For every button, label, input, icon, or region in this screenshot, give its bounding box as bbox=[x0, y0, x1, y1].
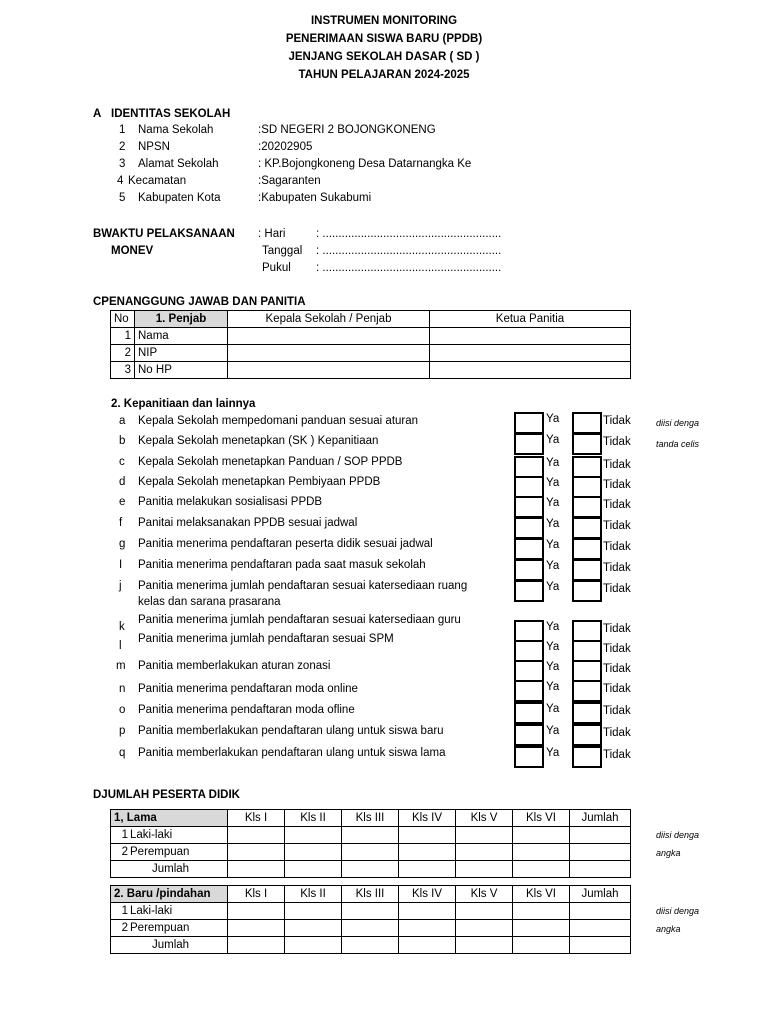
col-header: Kls I bbox=[228, 810, 285, 827]
row-no: 2 bbox=[111, 345, 135, 362]
item-text: Panitia menerima jumlah pendaftaran sesuai SPM bbox=[138, 633, 394, 645]
ya-label: Ya bbox=[546, 747, 560, 759]
item-text: Panitai melaksanakan PPDB sesuai jadwal bbox=[138, 517, 358, 529]
tidak-label: Tidak bbox=[603, 727, 631, 739]
item-text: Panitia menerima pendaftaran peserta didik sesuai jadwal bbox=[138, 538, 433, 550]
ya-checkbox[interactable] bbox=[514, 746, 544, 768]
peserta-table bbox=[110, 809, 631, 878]
cell-input[interactable] bbox=[570, 937, 631, 954]
row-label: Nama bbox=[135, 328, 228, 345]
cell-input[interactable] bbox=[228, 827, 285, 844]
cell-input[interactable] bbox=[513, 844, 570, 861]
kepanitiaan-note-2: tanda celis bbox=[656, 439, 700, 449]
cell-input[interactable] bbox=[570, 844, 631, 861]
cell-input[interactable] bbox=[228, 328, 430, 345]
identity-no: 2 bbox=[119, 141, 126, 153]
section-d-title: DJUMLAH PESERTA DIDIK bbox=[93, 789, 240, 801]
col-header: Jumlah bbox=[570, 810, 631, 827]
col-header: Kls VI bbox=[513, 810, 570, 827]
tidak-label: Tidak bbox=[603, 562, 631, 574]
item-text: Kepala Sekolah mempedomani panduan sesuai aturan bbox=[138, 415, 419, 427]
ya-label: Ya bbox=[546, 581, 560, 593]
item-text: Panitia menerima pendaftaran pada saat masuk sekolah bbox=[138, 559, 426, 571]
identity-no: 5 bbox=[119, 192, 126, 204]
cell-input[interactable] bbox=[456, 861, 513, 878]
tidak-checkbox[interactable] bbox=[572, 702, 602, 724]
item-key: a bbox=[119, 415, 126, 427]
doc-title-line-2: PENERIMAAN SISWA BARU (PPDB) bbox=[285, 33, 483, 45]
col-header: Kls V bbox=[456, 886, 513, 903]
item-text: Panitia melakukan sosialisasi PPDB bbox=[138, 496, 323, 508]
tanggal-field[interactable]: : ........................................................ bbox=[316, 245, 502, 257]
cell-input[interactable] bbox=[342, 920, 399, 937]
kepanitiaan-note-1: diisi denga bbox=[656, 418, 700, 428]
tidak-label: Tidak bbox=[603, 520, 631, 532]
tidak-checkbox[interactable] bbox=[572, 580, 602, 602]
col-header-penjab: 1. Penjab bbox=[135, 311, 228, 328]
cell-input[interactable] bbox=[285, 827, 342, 844]
cell-input[interactable] bbox=[456, 827, 513, 844]
item-key: q bbox=[119, 747, 126, 759]
row-label: Jumlah bbox=[152, 939, 190, 951]
identity-value: :SD NEGERI 2 BOJONGKONENG bbox=[258, 124, 436, 136]
row-no: 1 bbox=[121, 905, 128, 917]
table-heading: 1, Lama bbox=[111, 810, 228, 827]
ya-label: Ya bbox=[546, 518, 560, 530]
item-key: o bbox=[119, 704, 126, 716]
item-key: j bbox=[119, 580, 122, 592]
ya-label: Ya bbox=[546, 477, 560, 489]
ya-label: Ya bbox=[546, 703, 560, 715]
tidak-label: Tidak bbox=[603, 479, 631, 491]
tidak-checkbox[interactable] bbox=[572, 680, 602, 702]
cell-input[interactable] bbox=[430, 328, 631, 345]
cell-input[interactable] bbox=[456, 903, 513, 920]
item-key: n bbox=[119, 683, 126, 695]
ya-checkbox[interactable] bbox=[514, 640, 544, 662]
cell-input[interactable] bbox=[430, 362, 631, 379]
section-d-note-1: diisi denga bbox=[656, 830, 700, 840]
pukul-label: Pukul bbox=[262, 262, 291, 274]
cell-input[interactable] bbox=[228, 844, 285, 861]
item-text-cont: kelas dan sarana prasarana bbox=[138, 596, 281, 608]
ya-checkbox[interactable] bbox=[514, 412, 544, 434]
tidak-checkbox[interactable] bbox=[572, 496, 602, 518]
col-header: Jumlah bbox=[570, 886, 631, 903]
ya-checkbox[interactable] bbox=[514, 476, 544, 498]
tidak-checkbox[interactable] bbox=[572, 559, 602, 581]
col-header-ketua-panitia: Ketua Panitia bbox=[430, 311, 631, 328]
item-text: Kepala Sekolah menetapkan Panduan / SOP PPDB bbox=[138, 456, 403, 468]
row-label: Laki-laki bbox=[130, 905, 173, 917]
ya-checkbox[interactable] bbox=[514, 702, 544, 724]
row-label: Laki-laki bbox=[130, 829, 173, 841]
row-label-cell bbox=[111, 861, 228, 878]
ya-checkbox[interactable] bbox=[514, 496, 544, 518]
tidak-label: Tidak bbox=[603, 499, 631, 511]
cell-input[interactable] bbox=[456, 937, 513, 954]
row-label-cell bbox=[111, 827, 228, 844]
row-label: Perempuan bbox=[130, 846, 190, 858]
tidak-label: Tidak bbox=[603, 541, 631, 553]
cell-input[interactable] bbox=[342, 827, 399, 844]
row-no: 1 bbox=[121, 829, 128, 841]
item-text: Panitia menerima pendaftaran moda online bbox=[138, 683, 358, 695]
cell-input[interactable] bbox=[570, 827, 631, 844]
tidak-label: Tidak bbox=[603, 683, 631, 695]
ya-label: Ya bbox=[546, 457, 560, 469]
ya-checkbox[interactable] bbox=[514, 620, 544, 642]
col-header: Kls III bbox=[342, 810, 399, 827]
cell-input[interactable] bbox=[342, 903, 399, 920]
cell-input[interactable] bbox=[228, 920, 285, 937]
row-label-cell bbox=[111, 937, 228, 954]
identity-label: Alamat Sekolah bbox=[138, 158, 219, 170]
tidak-label: Tidak bbox=[603, 583, 631, 595]
section-c-title: CPENANGGUNG JAWAB DAN PANITIA bbox=[93, 296, 306, 308]
section-a-title: IDENTITAS SEKOLAH bbox=[111, 108, 231, 120]
cell-input[interactable] bbox=[399, 903, 456, 920]
col-header-kepala-sekolah: Kepala Sekolah / Penjab bbox=[228, 311, 430, 328]
tidak-label: Tidak bbox=[603, 705, 631, 717]
item-key: m bbox=[116, 660, 126, 672]
identity-label: Kecamatan bbox=[128, 175, 187, 187]
tidak-checkbox[interactable] bbox=[572, 476, 602, 498]
row-no: 2 bbox=[121, 922, 128, 934]
item-text: Panitia menerima pendaftaran moda ofline bbox=[138, 704, 355, 716]
tidak-label: Tidak bbox=[603, 749, 631, 761]
ya-checkbox[interactable] bbox=[514, 559, 544, 581]
cell-input[interactable] bbox=[399, 920, 456, 937]
ya-label: Ya bbox=[546, 621, 560, 633]
tidak-checkbox[interactable] bbox=[572, 456, 602, 478]
cell-input[interactable] bbox=[399, 844, 456, 861]
ya-checkbox[interactable] bbox=[514, 517, 544, 539]
item-key: d bbox=[119, 476, 126, 488]
identity-value: :20202905 bbox=[258, 141, 313, 153]
item-text: Panitia memberlakukan pendaftaran ulang untuk siswa lama bbox=[138, 747, 446, 759]
section-d-note-1: diisi denga bbox=[656, 906, 700, 916]
identity-value: : KP.Bojongkoneng Desa Datarnangka Ke bbox=[258, 158, 472, 170]
identity-value: :Kabupaten Sukabumi bbox=[258, 192, 372, 204]
ya-checkbox[interactable] bbox=[514, 538, 544, 560]
pukul-field[interactable]: : ........................................................ bbox=[316, 262, 502, 274]
item-key: p bbox=[119, 725, 126, 737]
tidak-checkbox[interactable] bbox=[572, 640, 602, 662]
cell-input[interactable] bbox=[228, 362, 430, 379]
tidak-label: Tidak bbox=[603, 663, 631, 675]
ya-label: Ya bbox=[546, 497, 560, 509]
tidak-label: Tidak bbox=[603, 623, 631, 635]
item-text: Panitia menerima jumlah pendaftaran sesuai katersediaan guru bbox=[138, 614, 461, 626]
cell-input[interactable] bbox=[342, 844, 399, 861]
doc-title-line-4: TAHUN PELAJARAN 2024-2025 bbox=[298, 69, 470, 81]
doc-title-line-3: JENJANG SEKOLAH DASAR ( SD ) bbox=[288, 51, 480, 63]
cell-input[interactable] bbox=[570, 903, 631, 920]
cell-input[interactable] bbox=[399, 861, 456, 878]
doc-title-line-1: INSTRUMEN MONITORING bbox=[310, 15, 458, 27]
col-header: Kls IV bbox=[399, 810, 456, 827]
section-d-note-2: angka bbox=[656, 924, 681, 934]
identity-label: NPSN bbox=[138, 141, 170, 153]
row-label-cell bbox=[111, 844, 228, 861]
ya-checkbox[interactable] bbox=[514, 433, 544, 455]
ya-label: Ya bbox=[546, 560, 560, 572]
item-text: Panitia memberlakukan aturan zonasi bbox=[138, 660, 331, 672]
cell-input[interactable] bbox=[228, 345, 430, 362]
col-header: Kls III bbox=[342, 886, 399, 903]
tidak-label: Tidak bbox=[603, 459, 631, 471]
tidak-checkbox[interactable] bbox=[572, 724, 602, 746]
table-heading: 2. Baru /pindahan bbox=[111, 886, 228, 903]
section-b-title: BWAKTU PELAKSANAAN bbox=[93, 228, 235, 240]
col-header: Kls II bbox=[285, 886, 342, 903]
section-b-subtitle: MONEV bbox=[111, 245, 154, 257]
row-label-cell bbox=[111, 920, 228, 937]
cell-input[interactable] bbox=[513, 937, 570, 954]
tidak-checkbox[interactable] bbox=[572, 412, 602, 434]
ya-checkbox[interactable] bbox=[514, 724, 544, 746]
tidak-label: Tidak bbox=[603, 415, 631, 427]
cell-input[interactable] bbox=[342, 937, 399, 954]
peserta-table bbox=[110, 885, 631, 954]
ya-checkbox[interactable] bbox=[514, 580, 544, 602]
identity-no: 1 bbox=[119, 124, 126, 136]
identity-label: Nama Sekolah bbox=[138, 124, 214, 136]
cell-input[interactable] bbox=[285, 903, 342, 920]
penjab-table bbox=[110, 310, 631, 379]
tidak-label: Tidak bbox=[603, 643, 631, 655]
tidak-checkbox[interactable] bbox=[572, 620, 602, 642]
tidak-checkbox[interactable] bbox=[572, 517, 602, 539]
cell-input[interactable] bbox=[342, 861, 399, 878]
col-header: Kls II bbox=[285, 810, 342, 827]
hari-label: : Hari bbox=[258, 228, 286, 240]
item-key: b bbox=[119, 435, 126, 447]
col-header: Kls VI bbox=[513, 886, 570, 903]
row-label: Jumlah bbox=[152, 863, 190, 875]
row-no: 2 bbox=[121, 846, 128, 858]
row-label: No HP bbox=[135, 362, 228, 379]
identity-label: Kabupaten Kota bbox=[138, 192, 221, 204]
cell-input[interactable] bbox=[285, 920, 342, 937]
item-key: e bbox=[119, 496, 126, 508]
tidak-checkbox[interactable] bbox=[572, 660, 602, 682]
tanggal-label: Tanggal bbox=[262, 245, 303, 257]
item-key: l bbox=[119, 640, 122, 652]
hari-field[interactable]: : ........................................................ bbox=[316, 228, 502, 240]
tidak-checkbox[interactable] bbox=[572, 746, 602, 768]
cell-input[interactable] bbox=[513, 861, 570, 878]
cell-input[interactable] bbox=[513, 827, 570, 844]
tidak-checkbox[interactable] bbox=[572, 538, 602, 560]
cell-input[interactable] bbox=[570, 861, 631, 878]
row-label: Perempuan bbox=[130, 922, 190, 934]
cell-input[interactable] bbox=[456, 920, 513, 937]
ya-checkbox[interactable] bbox=[514, 456, 544, 478]
ya-label: Ya bbox=[546, 661, 560, 673]
item-text: Panitia memberlakukan pendaftaran ulang untuk siswa baru bbox=[138, 725, 444, 737]
ya-label: Ya bbox=[546, 725, 560, 737]
item-key: f bbox=[119, 517, 123, 529]
identity-value: :Sagaranten bbox=[258, 175, 321, 187]
cell-input[interactable] bbox=[228, 937, 285, 954]
section-a-letter: A bbox=[93, 108, 102, 120]
col-header-no: No bbox=[111, 311, 135, 328]
row-no: 3 bbox=[111, 362, 135, 379]
ya-label: Ya bbox=[546, 434, 560, 446]
row-label-cell bbox=[111, 903, 228, 920]
cell-input[interactable] bbox=[456, 844, 513, 861]
item-text: Kepala Sekolah menetapkan (SK ) Kepanitiaan bbox=[138, 435, 379, 447]
col-header: Kls IV bbox=[399, 886, 456, 903]
item-text: Kepala Sekolah menetapkan Pembiyaan PPDB bbox=[138, 476, 381, 488]
item-key: c bbox=[119, 456, 125, 468]
section-d-note-2: angka bbox=[656, 848, 681, 858]
cell-input[interactable] bbox=[228, 903, 285, 920]
identity-no: 3 bbox=[119, 158, 126, 170]
col-header: Kls I bbox=[228, 886, 285, 903]
ya-checkbox[interactable] bbox=[514, 680, 544, 702]
cell-input[interactable] bbox=[228, 861, 285, 878]
cell-input[interactable] bbox=[285, 861, 342, 878]
row-label: NIP bbox=[135, 345, 228, 362]
item-text: Panitia menerima jumlah pendaftaran sesuai katersediaan ruang bbox=[138, 580, 468, 592]
ya-label: Ya bbox=[546, 413, 560, 425]
item-key: I bbox=[119, 559, 123, 571]
item-key: g bbox=[119, 538, 126, 550]
ya-label: Ya bbox=[546, 539, 560, 551]
cell-input[interactable] bbox=[285, 937, 342, 954]
tidak-label: Tidak bbox=[603, 436, 631, 448]
row-no: 1 bbox=[111, 328, 135, 345]
cell-input[interactable] bbox=[399, 937, 456, 954]
identity-no: 4 bbox=[117, 175, 124, 187]
col-header: Kls V bbox=[456, 810, 513, 827]
cell-input[interactable] bbox=[430, 345, 631, 362]
cell-input[interactable] bbox=[399, 827, 456, 844]
tidak-checkbox[interactable] bbox=[572, 433, 602, 455]
cell-input[interactable] bbox=[513, 920, 570, 937]
ya-label: Ya bbox=[546, 641, 560, 653]
cell-input[interactable] bbox=[513, 903, 570, 920]
ya-checkbox[interactable] bbox=[514, 660, 544, 682]
cell-input[interactable] bbox=[570, 920, 631, 937]
item-key: k bbox=[119, 621, 125, 633]
cell-input[interactable] bbox=[285, 844, 342, 861]
kepanitiaan-title: 2. Kepanitiaan dan lainnya bbox=[111, 398, 256, 410]
ya-label: Ya bbox=[546, 681, 560, 693]
